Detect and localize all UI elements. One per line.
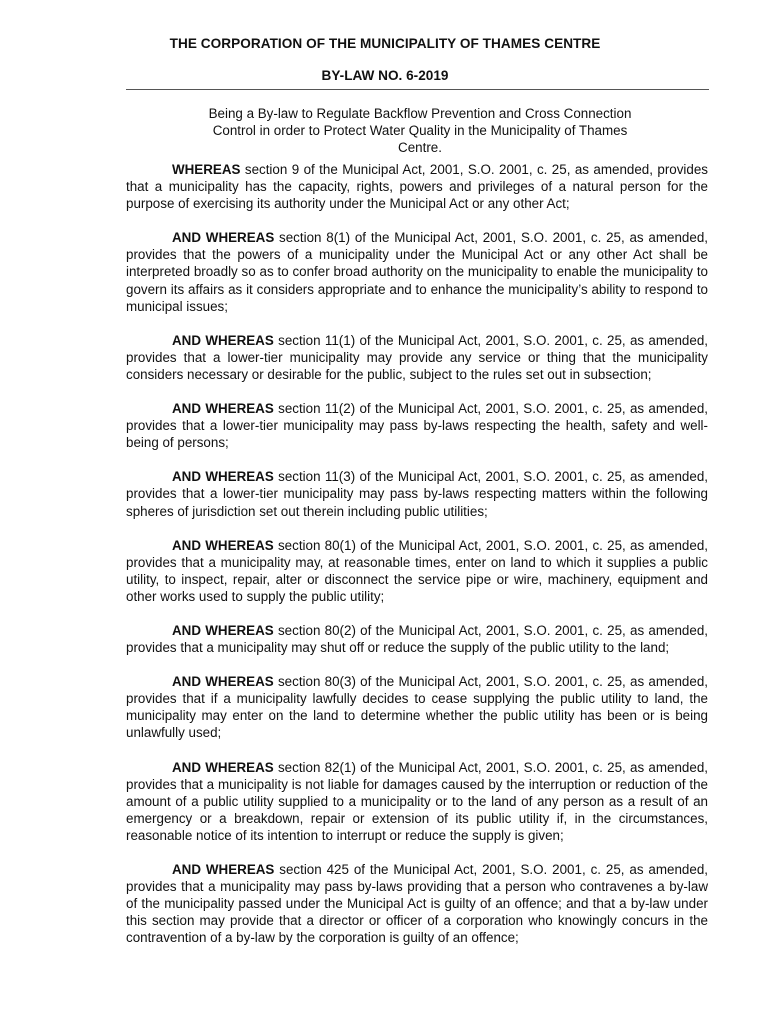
recital-text: section 8(1) of the Municipal Act, 2001, S.O. 2001, c. 25, as amended, provides that the powers of a municipality under the Municipal Act or any other Act shall be interpreted broadly so as to confer broad authority on the municipality to enable the municipality to govern its affairs as it considers appropriate and to enhance the municipality’s ability to respond to municipal issues; (126, 230, 708, 314)
recital-lead: WHEREAS (172, 162, 241, 177)
recital-text: section 82(1) of the Municipal Act, 2001, S.O. 2001, c. 25, as amended, provides that a municipality is not liable for damages caused by the interruption or reduction of the amount of a public utility supplied to a municipality or to the land of any person as a result of an emergency or a breakdown, repair or extension of its public utility if, in the circumstances, reasonable notice of its intention to interrupt or reduce the supply is given; (126, 759, 708, 843)
recital-lead: AND WHEREAS (172, 469, 274, 485)
recital-text: section 9 of the Municipal Act, 2001, S.O. 2001, c. 25, as amended, provides that a municipality has the capacity, rights, powers and privileges of a natural person for the purpose of exercising its authority under the Municipal Act or any other Act; (126, 162, 708, 212)
recital-paragraph (126, 759, 708, 844)
document-body (126, 161, 708, 963)
recital-lead: AND WHEREAS (172, 230, 275, 246)
recital-paragraph (126, 400, 708, 451)
recital-paragraph (126, 161, 708, 212)
recital-lead: AND WHEREAS (172, 537, 274, 553)
bylaw-number: BY-LAW NO. 6-2019 (321, 68, 449, 83)
recital-paragraph (126, 332, 708, 383)
recital-text: section 80(3) of the Municipal Act, 2001, S.O. 2001, c. 25, as amended, provides that if a municipality lawfully decides to cease supplying the public utility to land, the municipality may enter on the land to determine whether the public utility has been or is being unlawfully used; (126, 674, 708, 741)
recital-text: section 80(1) of the Municipal Act, 2001, S.O. 2001, c. 25, as amended, provides that a municipality may, at reasonable times, enter on land to which it supplies a public utility, to inspect, repair, alter or disconnect the service pipe or wire, machinery, equipment and other works used to supply the public utility; (126, 537, 708, 604)
recital-paragraph (126, 229, 708, 314)
title-divider (126, 89, 709, 90)
recital-paragraph (126, 673, 708, 741)
recital-text: section 11(3) of the Municipal Act, 2001, S.O. 2001, c. 25, as amended, provides that a lower-tier municipality may pass by-laws respecting matters within the following spheres of jurisdiction set out therein including public utilities; (126, 469, 708, 519)
recital-paragraph (126, 622, 708, 656)
recital-text: section 80(2) of the Municipal Act, 2001, S.O. 2001, c. 25, as amended, provides that a municipality may shut off or reduce the supply of the public utility to the land; (126, 622, 708, 656)
recital-text: section 11(1) of the Municipal Act, 2001, S.O. 2001, c. 25, as amended, provides that a lower-tier municipality may provide any service or thing that the municipality considers necessary or desirable for the public, subject to the rules set out in subsection; (126, 332, 708, 382)
recital-paragraph (126, 861, 708, 946)
recital-lead: AND WHEREAS (172, 332, 274, 348)
document-title: THE CORPORATION OF THE MUNICIPALITY OF THAMES CENTRE (169, 36, 601, 51)
bylaw-subtitle: Being a By-law to Regulate Backflow Prevention and Cross Connection Control in order to Protect Water Quality in the Municipality of Thames Centre. (208, 106, 632, 155)
recital-text: section 425 of the Municipal Act, 2001, S.O. 2001, c. 25, as amended, provides that a municipality may pass by-laws providing that a person who contravenes a by-law of the municipality passed under the Municipal Act is guilty of an offence; and that a by-law under this section may provide that a director or officer of a corporation who knowingly concurs in the contravention of a by-law by the corporation is guilty of an offence; (126, 862, 708, 946)
recital-paragraph (126, 537, 708, 605)
recital-lead: AND WHEREAS (172, 674, 274, 690)
recital-text: section 11(2) of the Municipal Act, 2001, S.O. 2001, c. 25, as amended, provides that a lower-tier municipality may pass by-laws respecting the health, safety and well-being of persons; (126, 401, 708, 451)
recital-lead: AND WHEREAS (172, 759, 274, 775)
recital-paragraph (126, 468, 708, 519)
recital-lead: AND WHEREAS (172, 622, 274, 638)
recital-lead: AND WHEREAS (172, 862, 275, 877)
recital-lead: AND WHEREAS (172, 401, 274, 417)
